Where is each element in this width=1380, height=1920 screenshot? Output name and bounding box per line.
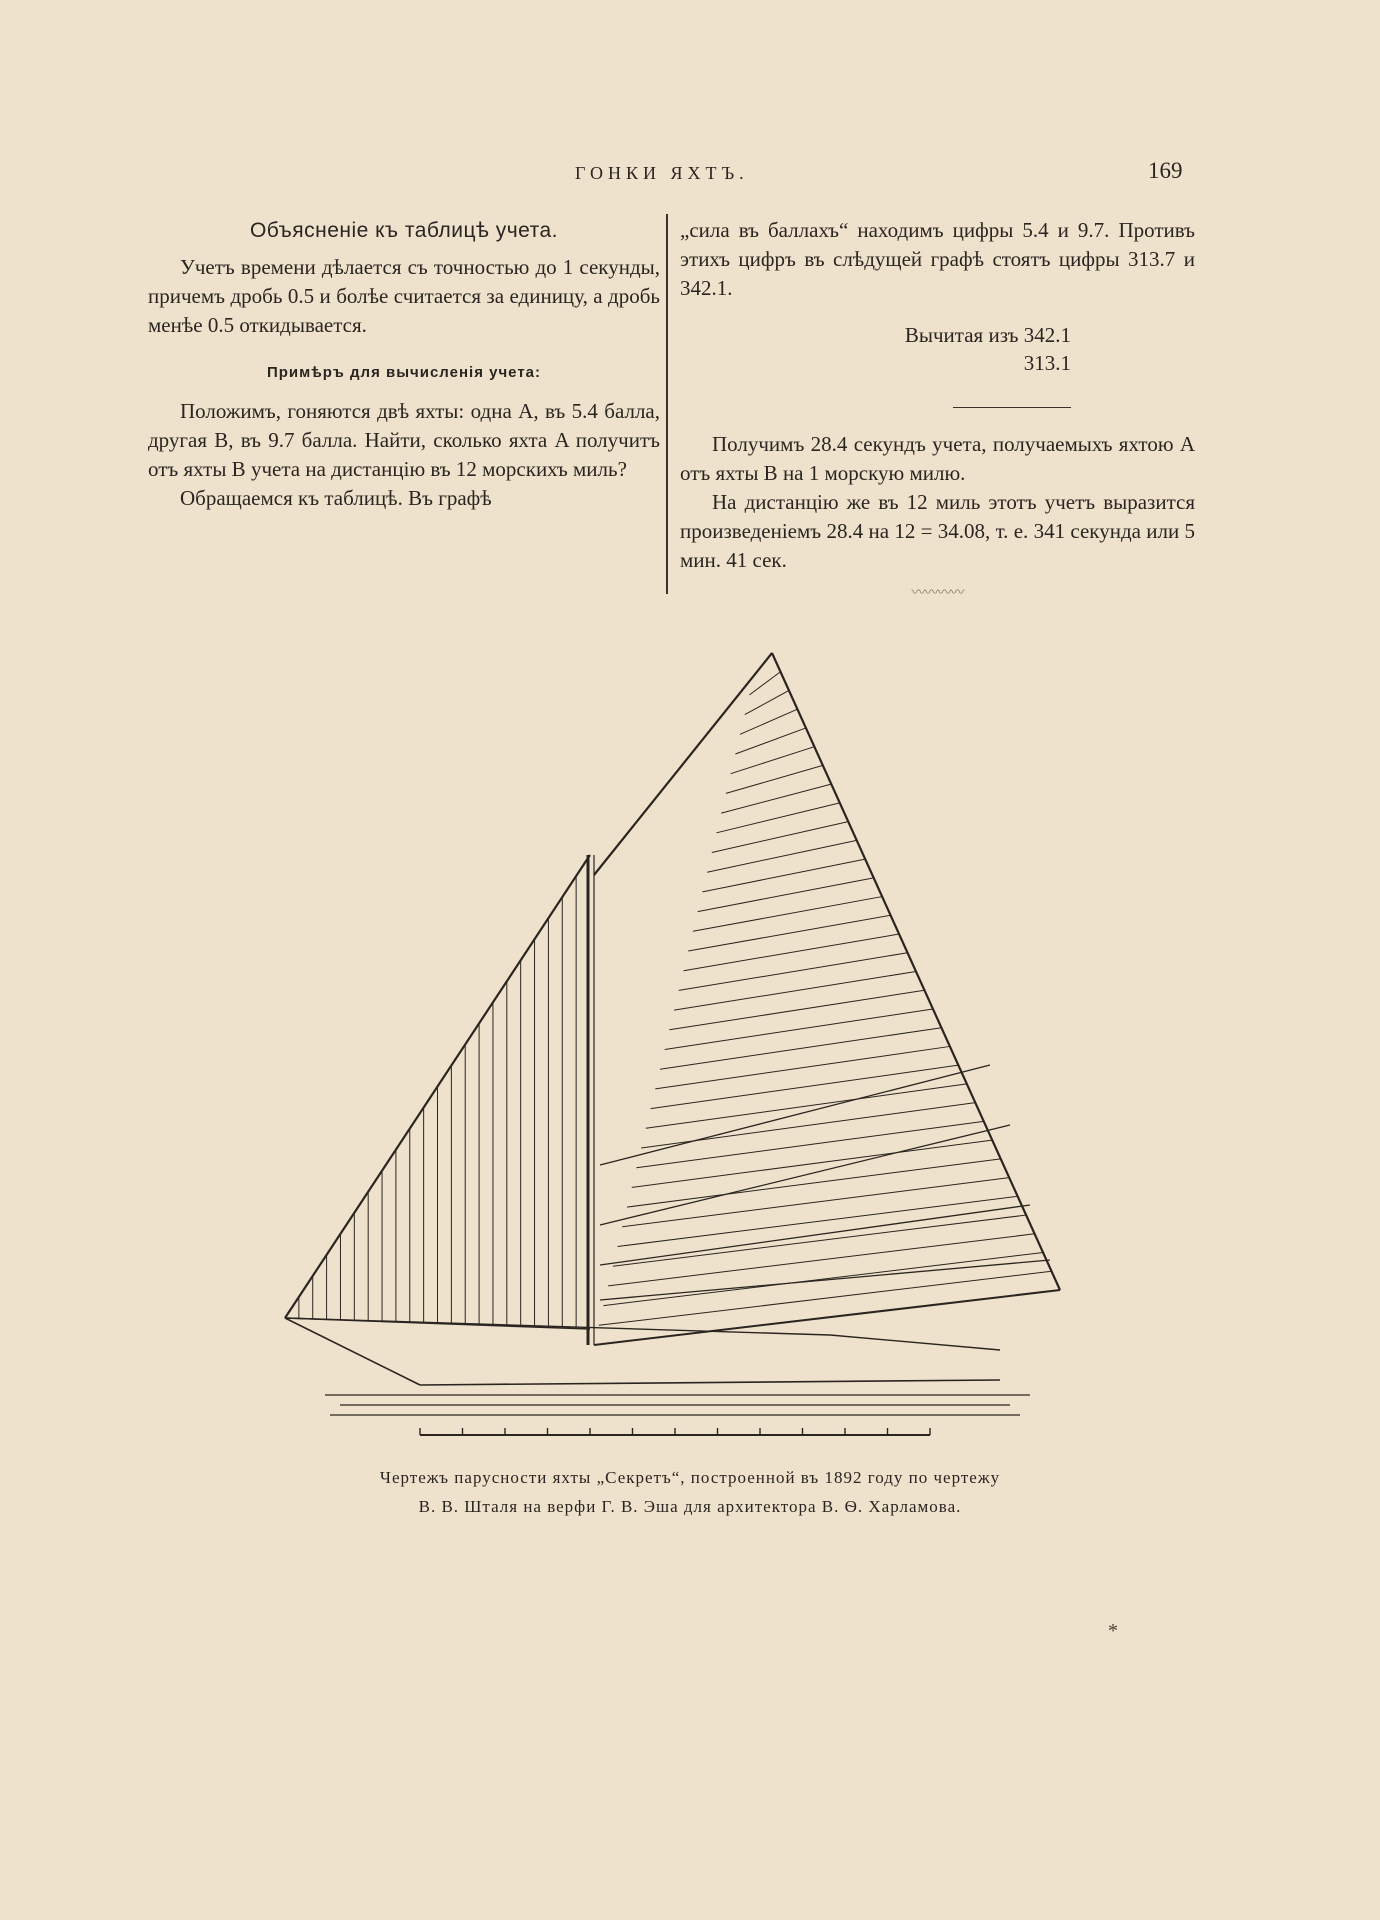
paragraph-result: Получимъ 28.4 секундъ учета, получаемыхъ яхтою A отъ яхты B на 1 морскую милю. (680, 432, 1195, 485)
mainsail-cloth (603, 1253, 1043, 1306)
caption-line-2: В. В. Шталя на верфи Г. В. Эша для архитектора В. Ѳ. Харламова. (418, 1497, 962, 1516)
running-head: ГОНКИ ЯХТЪ. (575, 163, 749, 183)
mainsail-cloth (622, 1178, 1009, 1227)
subtraction-line-2: 313.1 (1023, 351, 1071, 375)
paragraph-example: Положимъ, гоняются двѣ яхты: одна A, въ 5.4 балла, другая B, въ 9.7 балла. Найти, сколько яхта A получитъ отъ яхты B учета на дистанцію въ 12 морскихъ миль? (148, 399, 660, 481)
mainsail-cloth (665, 1009, 933, 1050)
mainsail-cloth (688, 915, 890, 951)
hull-bow (285, 1318, 420, 1385)
mainsail-cloth (717, 803, 840, 833)
mainsail-cloth (660, 1028, 941, 1069)
sail-plan-drawing (270, 645, 1090, 1445)
left-column (148, 216, 660, 513)
mainsail-cloth (693, 897, 882, 932)
mainsail-cloth (684, 934, 900, 971)
mainsail-cloth (618, 1196, 1018, 1246)
hull-stern (830, 1335, 1000, 1350)
page-number: 169 (1148, 158, 1183, 183)
gaff-topsail-luff (594, 653, 772, 875)
mainsail-cloth (702, 859, 865, 892)
figure-caption (200, 1463, 1180, 1521)
paragraph-timing: Учетъ времени дѣлается съ точностью до 1 секунды, причемъ дробь 0.5 и болѣе считается за единицу, а дробь менѣе 0.5 откидывается. (148, 255, 660, 337)
mainsail-cloth (669, 990, 924, 1030)
mainsail-cloth (698, 878, 874, 912)
reef-band (600, 1205, 1030, 1265)
mainsail-cloth (632, 1140, 993, 1187)
mainsail-cloth (707, 840, 857, 872)
star-mark: * (1108, 1620, 1118, 1642)
mainsail-cloth (651, 1065, 959, 1108)
paragraph-table-ref: Обращаемся къ таблицѣ. Въ графѣ (180, 486, 492, 510)
mainsail-cloth (726, 765, 823, 793)
subtraction-line-1: Вычитая изъ 342.1 (904, 323, 1071, 347)
example-subtitle: Примѣръ для вычисленія учета: (266, 364, 542, 381)
mainsail-cloth (613, 1215, 1026, 1266)
section-title: Объясненіе къ таблицѣ учета. (249, 219, 559, 242)
mainsail-cloth (646, 1084, 967, 1128)
mainsail-cloth (655, 1046, 950, 1088)
reef-band (600, 1125, 1010, 1225)
subtraction-bar (680, 387, 1195, 416)
subtraction-block (680, 321, 1195, 377)
mainsail-cloth (674, 972, 916, 1011)
hull-keel (420, 1380, 1000, 1385)
reef-band (600, 1065, 990, 1165)
column-rule (666, 214, 668, 594)
mainsail-cloth (608, 1234, 1034, 1286)
right-column (680, 216, 1195, 608)
mainsail-cloth (712, 822, 848, 853)
paragraph-distance: На дистанцію же въ 12 миль этотъ учетъ выразится произведеніемъ 28.4 на 12 = 34.08, т. е. 341 секунда или 5 мин. 41 сек. (680, 490, 1195, 572)
paragraph-figures: „сила въ баллахъ“ находимъ цифры 5.4 и 9.7. Противъ этихъ цифръ въ слѣдущей графѣ стоятъ цифры 313.7 и 342.1. (680, 218, 1195, 300)
end-ornament: 〰〰〰〰 (911, 586, 964, 601)
caption-line-1: Чертежъ парусности яхты „Секретъ“, построенной въ 1892 году по чертежу (379, 1468, 1001, 1487)
mainsail-cloth (627, 1159, 1001, 1207)
mainsail-cloth (679, 953, 908, 991)
